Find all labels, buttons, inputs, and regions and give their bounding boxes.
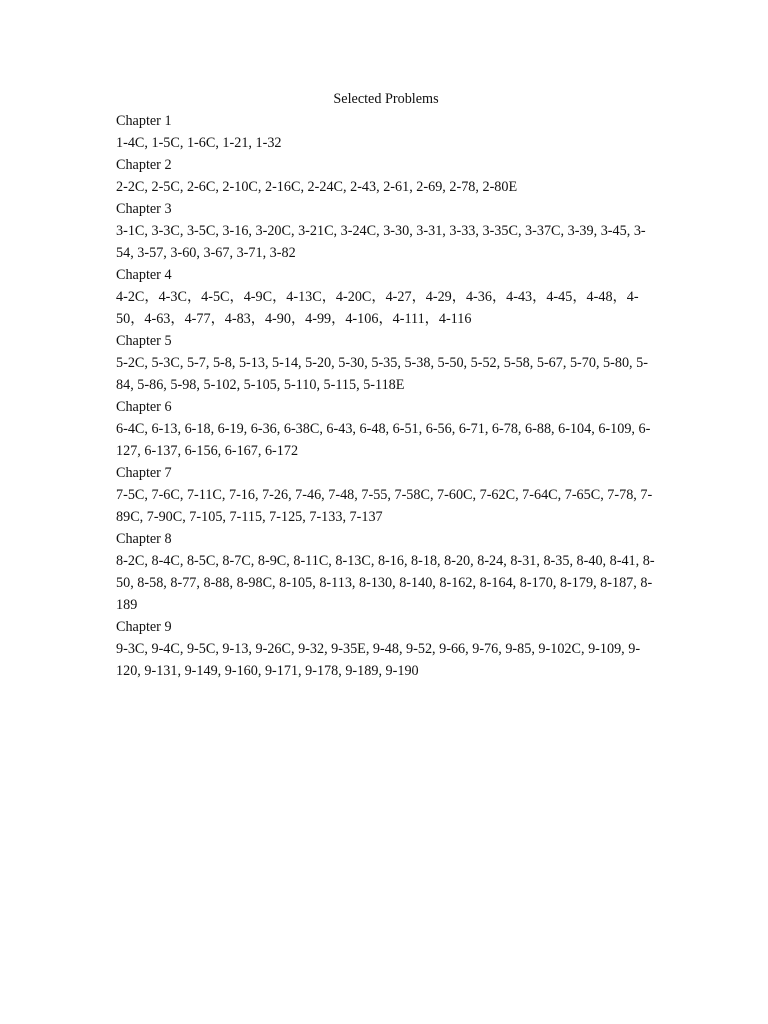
chapter-heading-1: Chapter 1 xyxy=(116,113,172,129)
problem-list-6: 6-4C, 6-13, 6-18, 6-19, 6-36, 6-38C, 6-43, 6-48, 6-51, 6-56, 6-71, 6-78, 6-88, 6-104, 6-109, 6-127, 6-137, 6-156, 6-167, 6-172 xyxy=(116,421,651,459)
chapter-heading-8: Chapter 8 xyxy=(116,531,172,547)
problem-list-7: 7-5C, 7-6C, 7-11C, 7-16, 7-26, 7-46, 7-48, 7-55, 7-58C, 7-60C, 7-62C, 7-64C, 7-65C, 7-78, 7-89C, 7-90C, 7-105, 7-115, 7-125, 7-133, 7-137 xyxy=(116,487,653,525)
document-title: Selected Problems xyxy=(333,91,439,107)
chapter-heading-6: Chapter 6 xyxy=(116,399,172,415)
chapter-heading-2: Chapter 2 xyxy=(116,157,172,173)
problem-list-1: 1-4C, 1-5C, 1-6C, 1-21, 1-32 xyxy=(116,135,282,151)
problem-list-9: 9-3C, 9-4C, 9-5C, 9-13, 9-26C, 9-32, 9-35E, 9-48, 9-52, 9-66, 9-76, 9-85, 9-102C, 9-109, 9-120, 9-131, 9-149, 9-160, 9-171, 9-178, 9-189, 9-190 xyxy=(116,641,641,679)
chapter-heading-3: Chapter 3 xyxy=(116,201,172,217)
chapter-heading-7: Chapter 7 xyxy=(116,465,172,481)
problem-list-2: 2-2C, 2-5C, 2-6C, 2-10C, 2-16C, 2-24C, 2-43, 2-61, 2-69, 2-78, 2-80E xyxy=(116,179,518,195)
problem-list-8: 8-2C, 8-4C, 8-5C, 8-7C, 8-9C, 8-11C, 8-13C, 8-16, 8-18, 8-20, 8-24, 8-31, 8-35, 8-40, 8-41, 8-50, 8-58, 8-77, 8-88, 8-98C, 8-105, 8-113, 8-130, 8-140, 8-162, 8-164, 8-170, 8-179, 8-187, 8-189 xyxy=(116,553,655,613)
chapter-heading-5: Chapter 5 xyxy=(116,333,172,349)
document-page xyxy=(116,88,656,682)
problem-list-4: 4-2C，4-3C，4-5C，4-9C，4-13C，4-20C，4-27，4-29，4-36，4-43，4-45，4-48，4-50，4-63，4-77，4-83，4-90，4-99，4-106，4-111，4-116 xyxy=(116,289,639,327)
chapter-heading-4: Chapter 4 xyxy=(116,267,172,283)
chapter-heading-9: Chapter 9 xyxy=(116,619,172,635)
problem-list-5: 5-2C, 5-3C, 5-7, 5-8, 5-13, 5-14, 5-20, 5-30, 5-35, 5-38, 5-50, 5-52, 5-58, 5-67, 5-70, 5-80, 5-84, 5-86, 5-98, 5-102, 5-105, 5-110, 5-115, 5-118E xyxy=(116,355,648,393)
problem-list-3: 3-1C, 3-3C, 3-5C, 3-16, 3-20C, 3-21C, 3-24C, 3-30, 3-31, 3-33, 3-35C, 3-37C, 3-39, 3-45, 3-54, 3-57, 3-60, 3-67, 3-71, 3-82 xyxy=(116,223,646,261)
